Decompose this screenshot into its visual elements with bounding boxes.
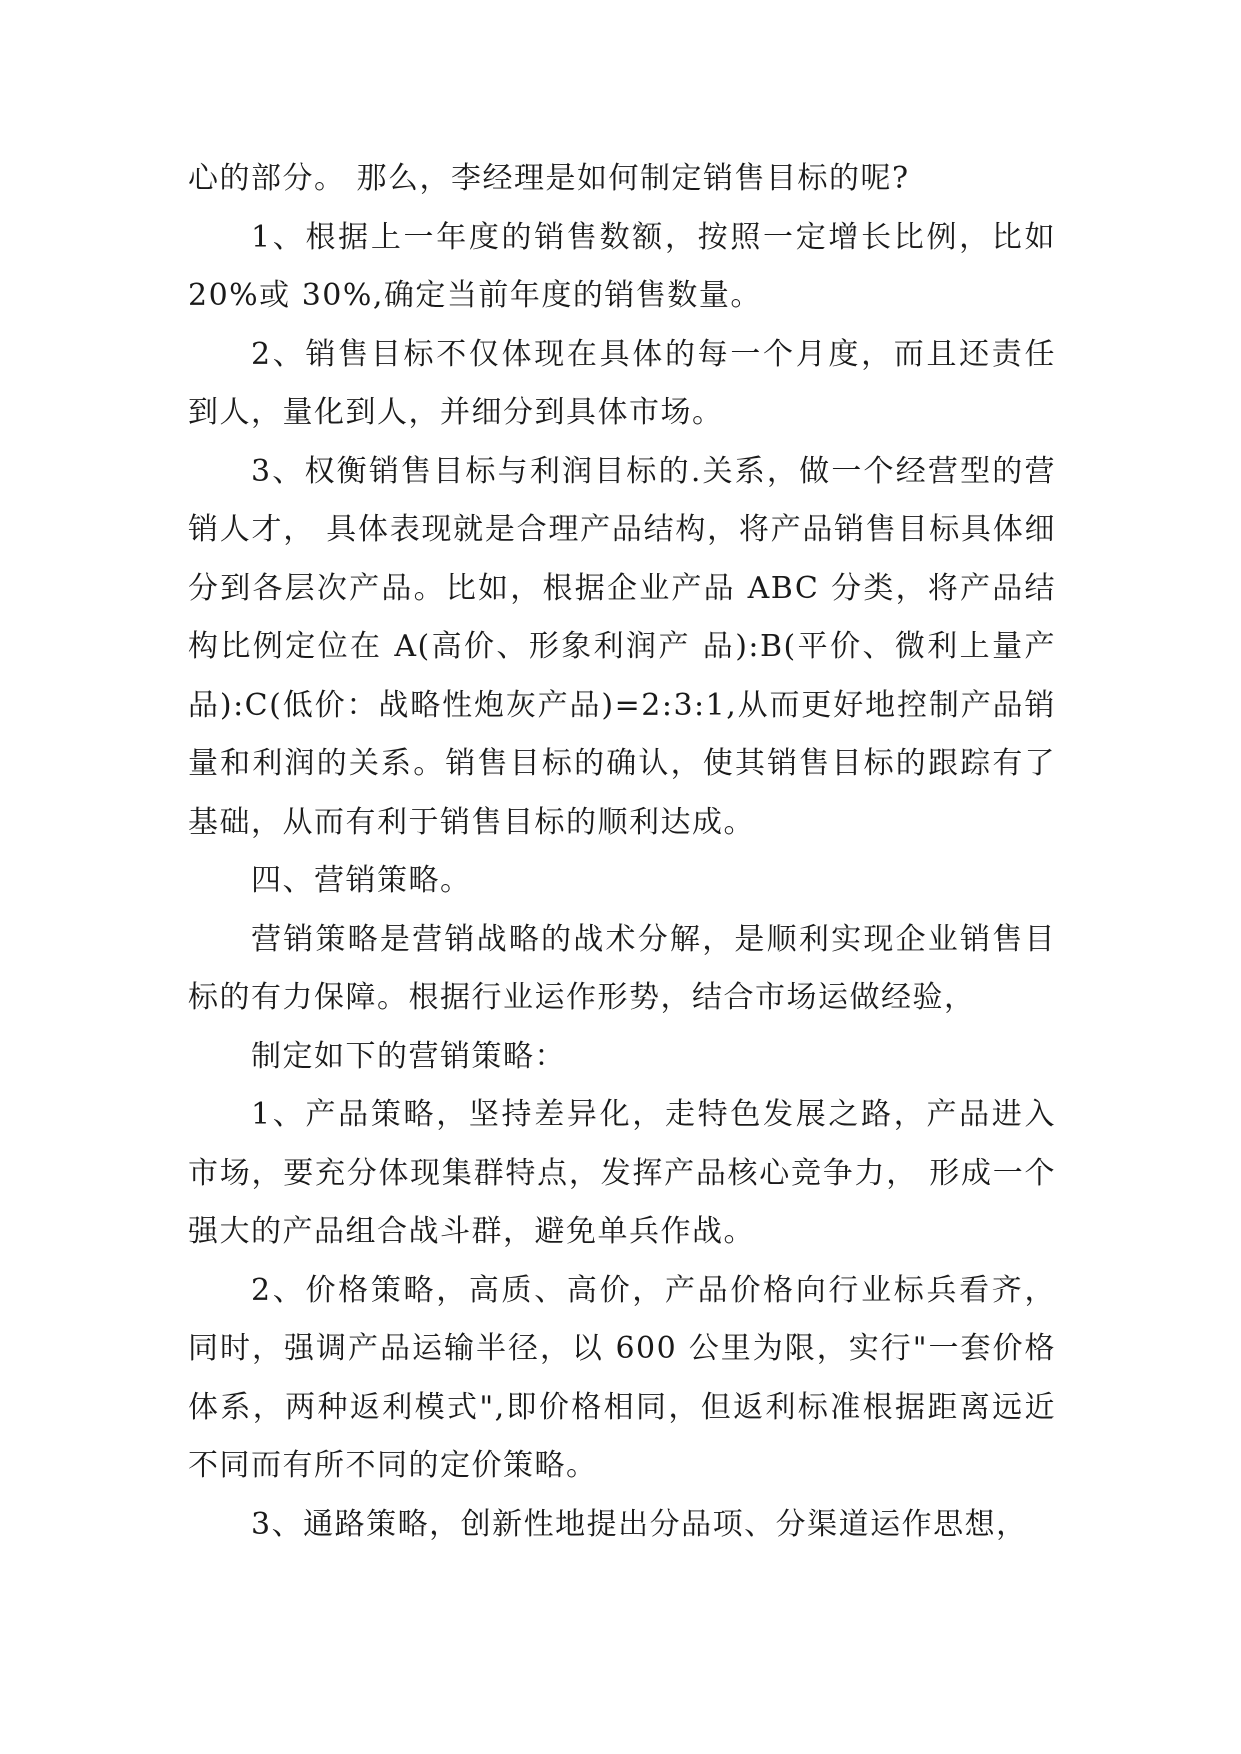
paragraph-channel-strategy: 3、通路策略，创新性地提出分品项、分渠道运作思想， — [251, 1506, 1028, 1542]
document-body — [188, 150, 1056, 1554]
paragraph-strategy-lead: 制定如下的营销策略： — [251, 1038, 566, 1074]
paragraph-strategy-intro: 营销策略是营销战略的战术分解，是顺利实现企业销售目标的有力保障。根据行业运作形势，结合市场运做经验， — [188, 921, 1056, 1015]
paragraph-item-2: 2、销售目标不仅体现在具体的每一个月度，而且还责任到人，量化到人，并细分到具体市场。 — [188, 336, 1056, 430]
paragraph-item-1: 1、根据上一年度的销售数额，按照一定增长比例，比如 20%或 30%,确定当前年度的销售数量。 — [188, 219, 1056, 313]
paragraph-item-3: 3、权衡销售目标与利润目标的.关系，做一个经营型的营销人才， 具体表现就是合理产品结构，将产品销售目标具体细分到各层次产品。比如，根据企业产品 ABC 分类，将产品结构比例定位在 A(高价、形象利润产 品):B(平价、微利上量产品):C(低价：战略性炮灰产品)=2:3:1,从而更好地控制产品销量和利润的关系。销售目标的确认，使其销售目标的跟踪有了基础，从而有利于销售目标的顺利达成。 — [188, 453, 1056, 840]
paragraph-intro: 心的部分。 那么，李经理是如何制定销售目标的呢? — [188, 161, 910, 196]
paragraph-product-strategy: 1、产品策略，坚持差异化，走特色发展之路，产品进入市场，要充分体现集群特点，发挥产品核心竞争力， 形成一个强大的产品组合战斗群，避免单兵作战。 — [188, 1097, 1056, 1249]
section-heading-marketing-strategy: 四、营销策略。 — [251, 863, 472, 898]
paragraph-price-strategy: 2、价格策略，高质、高价，产品价格向行业标兵看齐，同时，强调产品运输半径，以 600 公里为限，实行"一套价格体系，两种返利模式",即价格相同，但返利标准根据距离远近不同而有所不同的定价策略。 — [188, 1272, 1056, 1483]
